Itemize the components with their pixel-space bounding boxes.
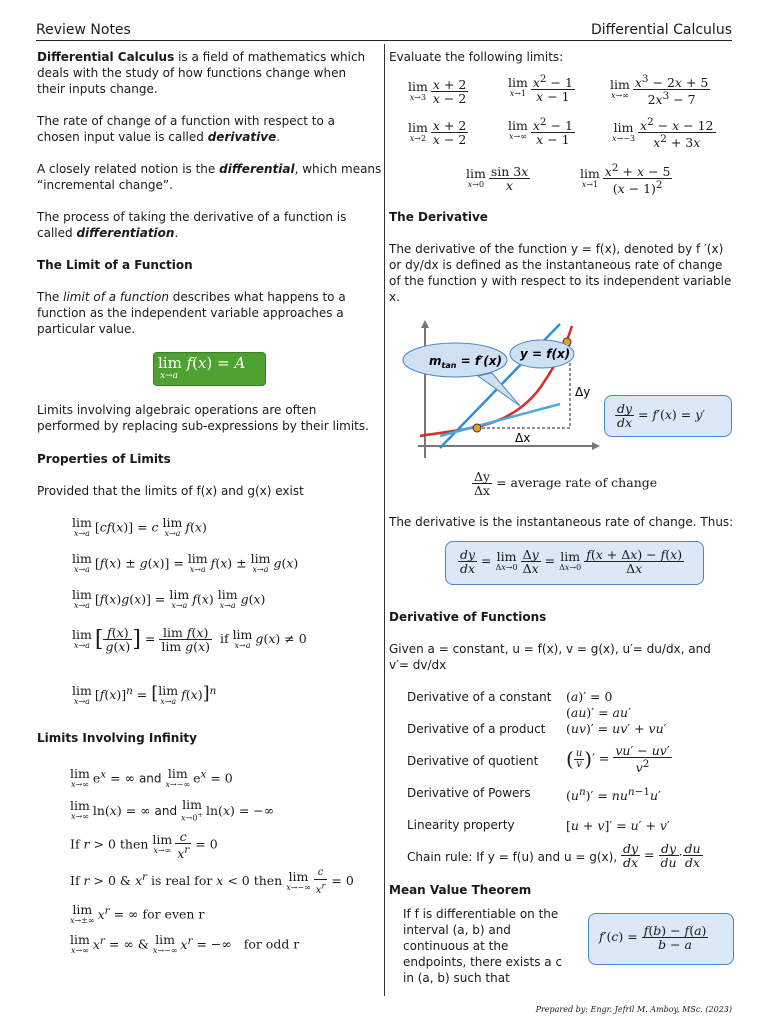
rule-quotient-formula: ( $\frac{u}{v}$ )′ = $\frac{vu' - uv'}{v^2}$: [566, 743, 670, 776]
header-right: Differential Calculus: [590, 22, 732, 38]
rule-linearity-formula: [u + v]′ = u′ + v′: [566, 818, 670, 833]
column-divider: [384, 44, 385, 996]
infinity-reciprocal: If r > 0 then lim x→∞ $\frac{c}{x^r}$ = 0: [70, 829, 218, 862]
limit-heading: The Limit of a Function: [37, 258, 193, 272]
properties-intro: Provided that the limits of f(x) and g(x) exist: [37, 484, 304, 498]
mvt-formula-box: f′(c) = $\frac{f(b) - f(a)}{b - a}$: [588, 913, 734, 965]
property-quotient: lim x→a [ $\frac{f(x)}{g(x)}$ ] = $\frac{\text{lim f(x)}}{\text{lim g(x)}}$ if lim x→a g(x) ≠ 0: [72, 625, 307, 654]
properties-heading: Properties of Limits: [37, 452, 171, 466]
header-left: Review Notes: [36, 22, 131, 38]
exercise-2: lim x→1 $\frac{x^2 - 1}{x - 1}$: [508, 73, 573, 105]
rule-product-formula: (uv)′ = uv′ + vu′: [566, 721, 667, 736]
mvt-heading: Mean Value Theorem: [389, 883, 532, 897]
rule-linearity-label: Linearity property: [407, 818, 515, 832]
intro-paragraph-1: Differential Calculus is a field of mathematics which deals with the study of how functions change when their inputs change.: [37, 50, 366, 96]
intro-paragraph-2: The rate of change of a function with respect to a chosen input value is called derivative.: [37, 114, 335, 144]
rule-constant-label: Derivative of a constant: [407, 690, 552, 704]
derivative-graph: [400, 318, 600, 468]
mtan-label: $m_{tan} = f'(x)$: [429, 354, 502, 370]
rule-chain-label: Chain rule: If y = f(u) and u = g(x),: [407, 850, 618, 864]
exercise-5: lim x→∞ $\frac{x^2 - 1}{x - 1}$: [508, 116, 573, 148]
evaluate-heading: Evaluate the following limits:: [389, 50, 564, 64]
derivative-notation-box: $\frac{dy}{dx}$ = f′(x) = y′: [604, 395, 732, 437]
rule-product-label: Derivative of a product: [407, 722, 546, 736]
rule-constant-formula: (a)′ = 0 (au)′ = au′: [566, 689, 631, 720]
rule-powers-label: Derivative of Powers: [407, 786, 531, 800]
rule-quotient-label: Derivative of quotient: [407, 754, 539, 768]
derivative-paragraph: The derivative of the function y = f(x), denoted by f ′(x) or dy/dx is defined as the instantaneous rate of change of the function y with respect to its independent variable x.: [389, 242, 732, 304]
infinity-odd: lim x→∞ $x^r$ = ∞ & lim x→−∞ $x^r$ = −∞ for odd r: [70, 932, 300, 955]
point-a: [473, 424, 481, 432]
exercise-3: lim x→∞ $\frac{x^3 - 2x + 5}{2x^3 - 7}$: [610, 73, 709, 108]
exercise-8: lim x→1 $\frac{x^2 + x - 5}{(x - 1)^2}$: [580, 162, 671, 197]
rule-chain-formula: $\frac{dy}{dx}$ = $\frac{dy}{du}$ · $\frac{du}{dx}$: [623, 841, 701, 870]
exercise-6: lim x→−3 $\frac{x^2 - x - 12}{x^2 + 3x}$: [612, 116, 714, 151]
limit-paragraph-2: Limits involving algebraic operations are often performed by replacing sub-expressions by their limits.: [37, 403, 369, 433]
derivative-heading: The Derivative: [389, 210, 488, 224]
limit-definition-box: lim f(x) = A x→a: [153, 352, 266, 386]
intro-paragraph-3: A closely related notion is the differential, which means “incremental change”.: [37, 162, 382, 192]
intro-paragraph-4: The process of taking the derivative of a function is called differentiation.: [37, 210, 347, 240]
page-header: [36, 22, 732, 41]
delta-y-label: Δy: [575, 385, 591, 399]
average-rate: $\frac{\Delta y}{\Delta x}$ = average rate of change: [474, 469, 658, 498]
exercise-7: lim x→0 $\frac{\sin 3x}{x}$: [466, 164, 529, 193]
derivative-definition-box: $\frac{dy}{dx}$ = lim Δx→0 $\frac{\Delta y}{\Delta x}$ = lim Δx→0 $\frac{f(x + \Delta x) - f(x)}{\Delta x}$: [445, 541, 704, 585]
infinity-real-negative: If r > 0 & $x^r$ is real for x < 0 then lim x→−∞ $\frac{c}{x^r}$ = 0: [70, 867, 354, 897]
rule-powers-formula: $(u^n)' = nu^{n-1}u'$: [566, 786, 661, 804]
fx-label: y = f(x): [520, 347, 571, 361]
tangent-line: [440, 404, 560, 436]
infinity-ln: lim x→∞ ln(x) = ∞ and lim x→0+ ln(x) = −∞: [70, 797, 275, 823]
property-constant-multiple: lim x→a [cf(x)] = c lim x→a f(x): [72, 515, 207, 538]
property-sum: lim x→a [f(x) ± g(x)] = lim x→a f(x) ± lim x→a g(x): [72, 551, 299, 574]
functions-given: Given a = constant, u = f(x), v = g(x), u′= du/dx, and v′= dv/dx: [389, 642, 711, 672]
infinity-exp: lim x→∞ $e^x$ = ∞ and lim x→−∞ $e^x = 0$: [70, 766, 233, 789]
exercise-4: lim x→2 $\frac{x + 2}{x - 2}$: [408, 118, 467, 147]
infinity-heading: Limits Involving Infinity: [37, 731, 197, 745]
property-product: lim x→a [f(x)g(x)] = lim x→a f(x) lim x→a g(x): [72, 587, 266, 610]
delta-x-label: Δx: [515, 431, 531, 445]
y-axis-arrow: [421, 320, 429, 328]
infinity-even: lim x→±∞ $x^r$ = ∞ for even r: [70, 902, 205, 925]
footer-credit: Prepared by: Engr. Jefril M. Amboy, MSc. (2023): [535, 1005, 732, 1014]
property-power: lim x→a $[f(x)]^n$ = [ lim x→a f(x)]$^n$: [72, 682, 217, 706]
functions-heading: Derivative of Functions: [389, 610, 547, 624]
mvt-text: If f is differentiable on the interval (a, b) and continuous at the endpoints, there exists a c in (a, b) such that: [403, 907, 563, 985]
limit-paragraph: The limit of a function describes what happens to a function as the independent variable approaches a particular value.: [37, 290, 346, 336]
instantaneous-text: The derivative is the instantaneous rate of change. Thus:: [389, 515, 734, 529]
exercise-1: lim x→3 $\frac{x + 2}{x - 2}$: [408, 77, 467, 106]
x-axis-arrow: [592, 442, 600, 450]
